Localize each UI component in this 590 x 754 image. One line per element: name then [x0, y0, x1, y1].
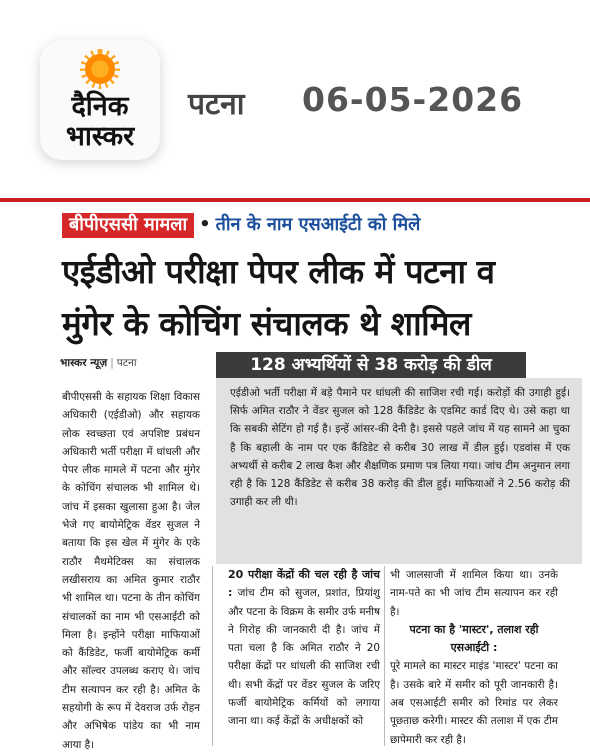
kicker-tag: बीपीएससी मामला [62, 213, 194, 238]
article-column-3 [390, 566, 558, 749]
column-2-text: जांच टीम को सुजल, प्रशांत, प्रियांशु और पटना के विक्रम के समीर उर्फ मनीष ने गिरोह की जानकारी दी है। जांच में पता चला है कि अमित राठौर ने 20 परीक्षा केंद्रों पर धांधली की साजिश रची थी। सभी केंद्रों पर वेंडर सुजल के जरिए फर्जी बायोमेट्रिक कर्मियों को लगाया जाना था। कई केंद्रों के अधीक्षकों को [228, 587, 380, 728]
byline-separator: | [110, 357, 114, 369]
subhead-exam-centres: 20 परीक्षा केंद्रों की चल रही है जांच : [228, 568, 380, 600]
byline-source: भास्कर न्यूज़ [60, 357, 108, 369]
kicker-text: तीन के नाम एसआईटी को मिले [215, 214, 421, 235]
byline-place: पटना [116, 357, 137, 369]
headline [62, 246, 577, 350]
logo-line-1: दैनिक [71, 91, 129, 122]
logo-line-2: भास्कर [65, 121, 135, 152]
article-column-1: बीपीएससी के सहायक शिक्षा विकास अधिकारी (एईडीओ) और सहायक लोक स्वच्छता एवं अपशिष्ट प्रबंधन अधिकारी भर्ती परीक्षा में धांधली और पेपर लीक मामले में पटना और मुंगेर के कोचिंग संचालक भी शामिल थे। जांच में इसका खुलासा हुआ है। जेल भेजे गए बायोमेट्रिक वेंडर सुजल ने बताया कि इस खेल में मुंगेर के एके राठौर मैथमेटिक्स का संचालक लखीसराय का अमित कुमार राठौर भी शामिल था। पटना के तीन कोचिंग संचालकों का नाम भी एसआईटी को मिला है। इन्होंने परीक्षा माफियाओं को कैंडिडेट, फर्जी बायोमेट्रिक कर्मी और सॉल्वर उपलब्ध कराए थे। जांच टीम सत्यापन कर रही है। अमित के सहयोगी के रूप में देवराज उर्फ रोहन और अभिषेक पांडेय का भी नाम आया है। [62, 391, 200, 751]
city-label: पटना [188, 87, 245, 122]
column-divider [384, 566, 385, 746]
deal-text: एईडीओ भर्ती परीक्षा में बड़े पैमाने पर धांधली की साजिश रची गई। करोड़ों की उगाही हुई। सिर्फ अमित राठौर ने वेंडर सुजल को 128 कैंडिडेट के एडमिट कार्ड दिए थे। उसे कहा था कि सबकी सेटिंग हो गई है। इन्हें आंसर-की देनी है। इससे पहले जांच में यह सामने आ चुका है कि बहाली के नाम पर एक कैंडिडेट से करीब 30 लाख में डील हुई। एडवांस में एक अभ्यर्थी से करीब 2 लाख कैश और शैक्षणिक प्रमाण पत्र लिया गया। जांच टीम अनुमान लगा रही है कि 128 कैंडिडेट से करीब 38 करोड़ की डील हुई। माफियाओं ने 2.56 करोड़ की उगाही कर ली थी। [230, 387, 571, 509]
dainik-bhaskar-logo [40, 40, 160, 160]
subhead-master: पटना का है 'मास्टर', तलाश रही एसआईटी : [409, 622, 539, 655]
red-divider [0, 198, 590, 202]
article-column-2 [228, 566, 380, 731]
column-3-text-a: भी जालसाजी में शामिल किया था। उनके नाम-पते का भी जांच टीम सत्यापन कर रही है। [390, 569, 558, 618]
kicker [62, 212, 420, 240]
sun-icon [85, 54, 115, 84]
edition-date: 06-05-2026 [302, 80, 524, 119]
headline-line-1: एईडीओ परीक्षा पेपर लीक में पटना व [62, 252, 495, 291]
byline [60, 356, 137, 370]
headline-line-2: मुंगेर के कोचिंग संचालक थे शामिल [62, 304, 471, 343]
kicker-dot: • [199, 214, 211, 235]
column-3-text-b: पूरे मामले का मास्टर माइंड 'मास्टर' पटना का है। उसके बारे में समीर को पूरी जानकारी है। अब एसआईटी समीर को रिमांड पर लेकर पूछताछ करेगी। मास्टर की तलाश में एक टीम छापेमारी कर रही है। [390, 660, 558, 746]
deal-banner: 128 अभ्यर्थियों से 38 करोड़ की डील [216, 352, 526, 378]
column-divider [212, 566, 213, 746]
